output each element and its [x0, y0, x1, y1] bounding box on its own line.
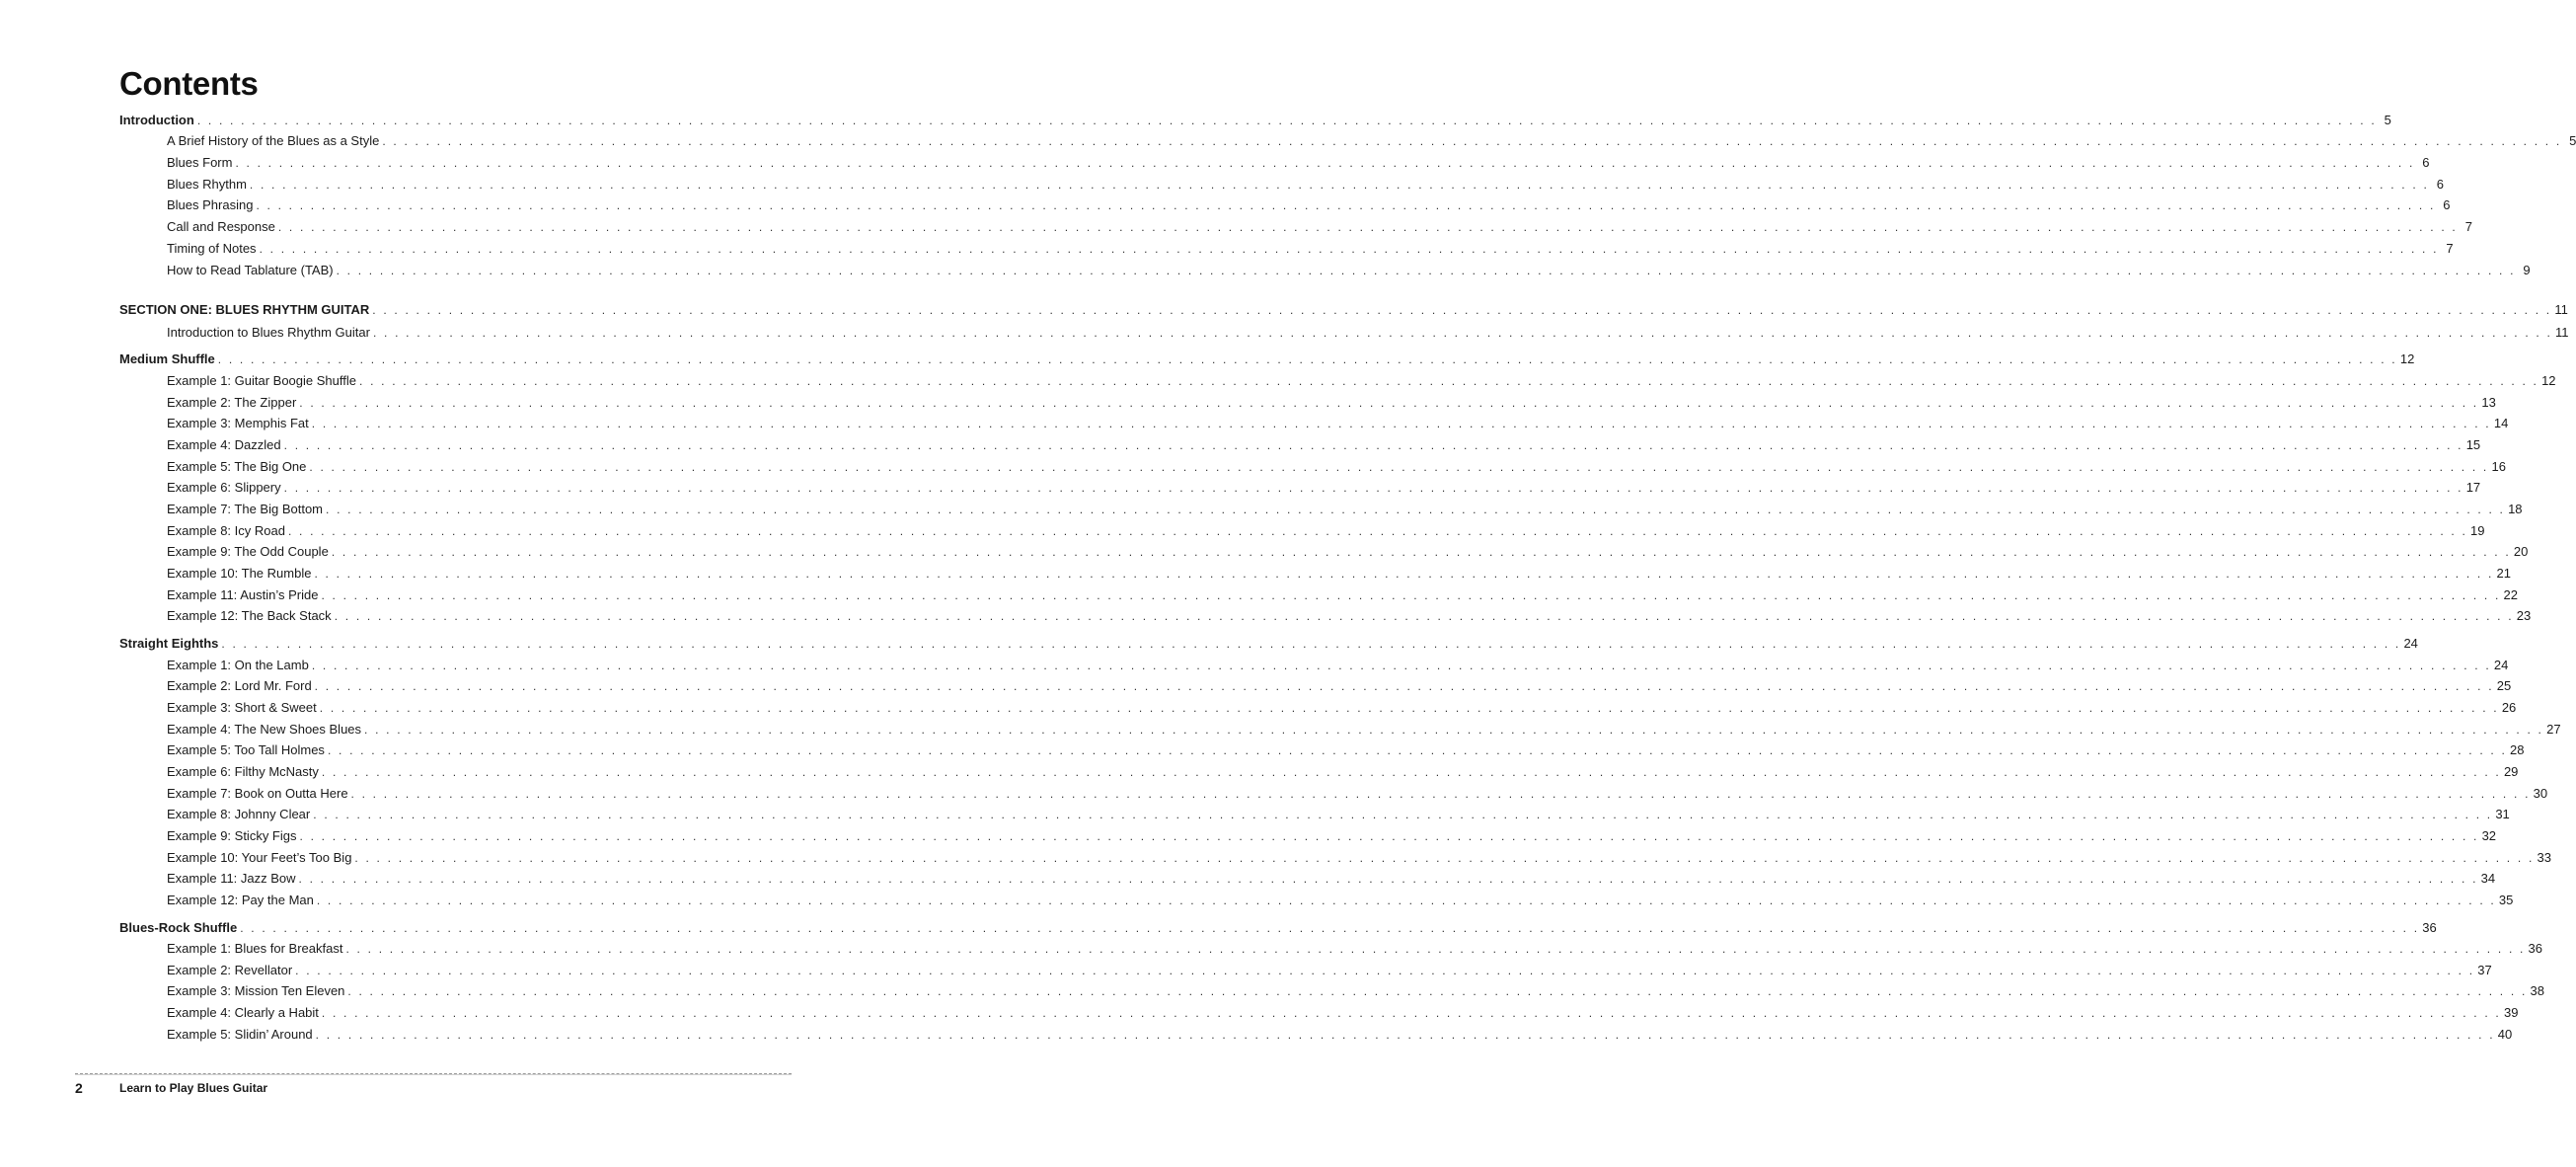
- toc-entry-title: Blues Form: [167, 155, 233, 170]
- toc-leader-dots: . . . . . . . . . . . . . . . . . . . . . . . . . . . . . . . . . . . . . . . . . . . . . . . . . . . . . . . . . . . . . . . . . . . . . . . . . . . . . . . . . . . . . . . . . . . . . . . . . . . . . . . . . . . . . . . . . . . . . . . . . . . . . . . . . . . . . . . . . . . . . . . . . . . . . . . . . . . . . . . . . . . . . . . . . . . . . . . . . . . . . . . . . . . . . . . . . . . . . . . .: [364, 723, 2544, 737]
- toc-page-number: 26: [2501, 700, 2517, 715]
- toc-entry-row: [167, 458, 2506, 476]
- toc-leader-dots: . . . . . . . . . . . . . . . . . . . . . . . . . . . . . . . . . . . . . . . . . . . . . . . . . . . . . . . . . . . . . . . . . . . . . . . . . . . . . . . . . . . . . . . . . . . . . . . . . . . . . . . . . . . . . . . . . . . . . . . . . . . . . . . . . . . . . . . . . . . . . . . . . . . . . . . . . . . . . . . . . . . . . . . . . . . . . . . . . . . . . . . . . . . . . . . . . . . . . . . .: [314, 567, 2494, 581]
- toc-leader-dots: . . . . . . . . . . . . . . . . . . . . . . . . . . . . . . . . . . . . . . . . . . . . . . . . . . . . . . . . . . . . . . . . . . . . . . . . . . . . . . . . . . . . . . . . . . . . . . . . . . . . . . . . . . . . . . . . . . . . . . . . . . . . . . . . . . . . . . . . . . . . . . . . . . . . . . . . . . . . . . . . . . . . . . . . . . . . . . . . . . . . . . . . . . . . . . . . . . . . . . . .: [314, 679, 2494, 693]
- toc-entry-row: [167, 741, 2525, 759]
- toc-page-number: 31: [2495, 807, 2510, 821]
- toc-entry-title: Example 10: Your Feet’s Too Big: [167, 850, 352, 865]
- toc-leader-dots: . . . . . . . . . . . . . . . . . . . . . . . . . . . . . . . . . . . . . . . . . . . . . . . . . . . . . . . . . . . . . . . . . . . . . . . . . . . . . . . . . . . . . . . . . . . . . . . . . . . . . . . . . . . . . . . . . . . . . . . . . . . . . . . . . . . . . . . . . . . . . . . . . . . . . . . . . . . . . . . . . . . . . . . . . . . . . . . . . . . . . . . . . . . . . . . . . . . . . . . .: [316, 894, 2496, 907]
- toc-page-number: 38: [2530, 983, 2544, 998]
- toc-leader-dots: . . . . . . . . . . . . . . . . . . . . . . . . . . . . . . . . . . . . . . . . . . . . . . . . . . . . . . . . . . . . . . . . . . . . . . . . . . . . . . . . . . . . . . . . . . . . . . . . . . . . . . . . . . . . . . . . . . . . . . . . . . . . . . . . . . . . . . . . . . . . . . . . . . . . . . . . . . . . . . . . . . . . . . . . . . . . . . . . . . . . . . . . . . . . . . . . . . . . . . . .: [372, 303, 2552, 317]
- toc-entry-title: Example 3: Memphis Fat: [167, 416, 309, 430]
- toc-page-number: 18: [2508, 502, 2523, 516]
- toc-entry-title: Blues Phrasing: [167, 197, 254, 212]
- toc-leader-dots: . . . . . . . . . . . . . . . . . . . . . . . . . . . . . . . . . . . . . . . . . . . . . . . . . . . . . . . . . . . . . . . . . . . . . . . . . . . . . . . . . . . . . . . . . . . . . . . . . . . . . . . . . . . . . . . . . . . . . . . . . . . . . . . . . . . . . . . . . . . . . . . . . . . . . . . . . . . . . . . . . . . . . . . . . . . . . . . . . . . . . . . . . . . . . . . . . . . . . . . .: [311, 659, 2491, 672]
- toc-entry-row: [167, 543, 2529, 561]
- toc-entry-row: [167, 501, 2523, 518]
- toc-page-number: 24: [2493, 658, 2509, 672]
- toc-leader-dots: . . . . . . . . . . . . . . . . . . . . . . . . . . . . . . . . . . . . . . . . . . . . . . . . . . . . . . . . . . . . . . . . . . . . . . . . . . . . . . . . . . . . . . . . . . . . . . . . . . . . . . . . . . . . . . . . . . . . . . . . . . . . . . . . . . . . . . . . . . . . . . . . . . . . . . . . . . . . . . . . . . . . . . . . . . . . . . . . . . . . . . . . . . . . . . . . . . . . . . . .: [336, 264, 2516, 277]
- toc-page-number: 7: [2464, 219, 2472, 234]
- toc-page-number: 11: [2555, 325, 2569, 340]
- toc-entry-title: Example 8: Icy Road: [167, 523, 285, 538]
- toc-leader-dots: . . . . . . . . . . . . . . . . . . . . . . . . . . . . . . . . . . . . . . . . . . . . . . . . . . . . . . . . . . . . . . . . . . . . . . . . . . . . . . . . . . . . . . . . . . . . . . . . . . . . . . . . . . . . . . . . . . . . . . . . . . . . . . . . . . . . . . . . . . . . . . . . . . . . . . . . . . . . . . . . . . . . . . . . . . . . . . . . . . . . . . . . . . . . . . . . . . . . . . . .: [196, 114, 2377, 127]
- toc-entry-title: Example 7: Book on Outta Here: [167, 786, 348, 801]
- toc-entry-row: [167, 218, 2472, 236]
- toc-entry-title: Example 4: The New Shoes Blues: [167, 722, 362, 737]
- toc-page-number: 25: [2496, 678, 2512, 693]
- toc-page-number: 35: [2498, 893, 2514, 907]
- toc-page-number: 22: [2503, 587, 2518, 602]
- toc-page-number: 6: [2436, 177, 2444, 192]
- toc-entry-title: Example 3: Short & Sweet: [167, 700, 317, 715]
- toc-leader-dots: . . . . . . . . . . . . . . . . . . . . . . . . . . . . . . . . . . . . . . . . . . . . . . . . . . . . . . . . . . . . . . . . . . . . . . . . . . . . . . . . . . . . . . . . . . . . . . . . . . . . . . . . . . . . . . . . . . . . . . . . . . . . . . . . . . . . . . . . . . . . . . . . . . . . . . . . . . . . . . . . . . . . . . . . . . . . . . . . . . . . . . . . . . . . . . . . . . . . . . . .: [240, 921, 2420, 935]
- toc-page-number: 16: [2491, 459, 2506, 474]
- toc-entry-row: [167, 763, 2519, 781]
- toc-leader-dots: . . . . . . . . . . . . . . . . . . . . . . . . . . . . . . . . . . . . . . . . . . . . . . . . . . . . . . . . . . . . . . . . . . . . . . . . . . . . . . . . . . . . . . . . . . . . . . . . . . . . . . . . . . . . . . . . . . . . . . . . . . . . . . . . . . . . . . . . . . . . . . . . . . . . . . . . . . . . . . . . . . . . . . . . . . . . . . . . . . . . . . . . . . . . . . . . . . . . . . . .: [319, 701, 2499, 715]
- toc-leader-dots: . . . . . . . . . . . . . . . . . . . . . . . . . . . . . . . . . . . . . . . . . . . . . . . . . . . . . . . . . . . . . . . . . . . . . . . . . . . . . . . . . . . . . . . . . . . . . . . . . . . . . . . . . . . . . . . . . . . . . . . . . . . . . . . . . . . . . . . . . . . . . . . . . . . . . . . . . . . . . . . . . . . . . . . . . . . . . . . . . . . . . . . . . . . . . . . . . . . . . . . .: [256, 198, 2436, 212]
- toc-section-title: Blues-Rock Shuffle: [119, 920, 238, 935]
- toc-entry-title: Example 2: Revellator: [167, 963, 293, 977]
- toc-entry-row: [167, 565, 2511, 583]
- toc-page-number: 37: [2477, 963, 2492, 977]
- toc-entry-title: Example 5: Slidin’ Around: [167, 1027, 313, 1042]
- toc-leader-dots: . . . . . . . . . . . . . . . . . . . . . . . . . . . . . . . . . . . . . . . . . . . . . . . . . . . . . . . . . . . . . . . . . . . . . . . . . . . . . . . . . . . . . . . . . . . . . . . . . . . . . . . . . . . . . . . . . . . . . . . . . . . . . . . . . . . . . . . . . . . . . . . . . . . . . . . . . . . . . . . . . . . . . . . . . . . . . . . . . . . . . . . . . . . . . . . . . . . . . . . .: [283, 438, 2463, 452]
- toc-page-number: 23: [2516, 608, 2532, 623]
- toc-entry-title: Example 4: Clearly a Habit: [167, 1005, 319, 1020]
- toc-page-number: 14: [2493, 416, 2509, 430]
- toc-section-title: Straight Eighths: [119, 636, 219, 651]
- toc-entry-title: A Brief History of the Blues as a Style: [167, 133, 380, 148]
- toc-page-number: 15: [2465, 437, 2481, 452]
- toc-entry-row: [167, 849, 2551, 867]
- toc-leader-dots: . . . . . . . . . . . . . . . . . . . . . . . . . . . . . . . . . . . . . . . . . . . . . . . . . . . . . . . . . . . . . . . . . . . . . . . . . . . . . . . . . . . . . . . . . . . . . . . . . . . . . . . . . . . . . . . . . . . . . . . . . . . . . . . . . . . . . . . . . . . . . . . . . . . . . . . . . . . . . . . . . . . . . . . . . . . . . . . . . . . . . . . . . . . . . . . . . . . . . . . .: [334, 609, 2514, 623]
- toc-section-title: SECTION ONE: BLUES RHYTHM GUITAR: [119, 302, 370, 317]
- toc-entry-row: [167, 806, 2510, 823]
- toc-entry-title: Example 1: On the Lamb: [167, 658, 309, 672]
- toc-entry-title: Example 12: The Back Stack: [167, 608, 332, 623]
- toc-page-number: 13: [2481, 395, 2496, 410]
- toc-entry-title: Example 11: Austin’s Pride: [167, 587, 319, 602]
- toc-entry-row: [167, 479, 2481, 497]
- toc-leader-dots: . . . . . . . . . . . . . . . . . . . . . . . . . . . . . . . . . . . . . . . . . . . . . . . . . . . . . . . . . . . . . . . . . . . . . . . . . . . . . . . . . . . . . . . . . . . . . . . . . . . . . . . . . . . . . . . . . . . . . . . . . . . . . . . . . . . . . . . . . . . . . . . . . . . . . . . . . . . . . . . . . . . . . . . . . . . . . . . . . . . . . . . . . . . . . . . . . . . . . . . .: [313, 808, 2493, 821]
- toc-leader-dots: . . . . . . . . . . . . . . . . . . . . . . . . . . . . . . . . . . . . . . . . . . . . . . . . . . . . . . . . . . . . . . . . . . . . . . . . . . . . . . . . . . . . . . . . . . . . . . . . . . . . . . . . . . . . . . . . . . . . . . . . . . . . . . . . . . . . . . . . . . . . . . . . . . . . . . . . . . . . . . . . . . . . . . . . . . . . . . . . . . . . . . . . . . . . . . . . . . . . . . . .: [298, 872, 2478, 886]
- toc-entry-title: Example 9: Sticky Figs: [167, 828, 297, 843]
- toc-section-title: Medium Shuffle: [119, 351, 215, 366]
- toc-page-number: 19: [2470, 523, 2485, 538]
- toc-entry-row: [167, 785, 2548, 803]
- toc-page-number: 7: [2446, 241, 2454, 256]
- toc-section-title: Introduction: [119, 113, 194, 127]
- toc-page-number: 36: [2528, 941, 2543, 956]
- toc-page-number: 30: [2533, 786, 2548, 801]
- toc-page-number: 21: [2496, 566, 2511, 581]
- toc-page-number: 17: [2465, 480, 2481, 495]
- toc-page-number: 12: [2399, 351, 2415, 366]
- toc-entry-row: [167, 240, 2454, 258]
- toc-entry-title: Example 3: Mission Ten Eleven: [167, 983, 345, 998]
- toc-entry-title: Example 7: The Big Bottom: [167, 502, 324, 516]
- toc-entry-row: [167, 657, 2509, 674]
- toc-leader-dots: . . . . . . . . . . . . . . . . . . . . . . . . . . . . . . . . . . . . . . . . . . . . . . . . . . . . . . . . . . . . . . . . . . . . . . . . . . . . . . . . . . . . . . . . . . . . . . . . . . . . . . . . . . . . . . . . . . . . . . . . . . . . . . . . . . . . . . . . . . . . . . . . . . . . . . . . . . . . . . . . . . . . . . . . . . . . . . . . . . . . . . . . . . . . . . . . . . . . . . . .: [347, 984, 2528, 998]
- toc-entry-title: Example 5: Too Tall Holmes: [167, 742, 325, 757]
- toc-page-number: 27: [2546, 722, 2561, 737]
- toc-entry-title: Example 6: Filthy McNasty: [167, 764, 319, 779]
- toc-section-row: [119, 301, 2568, 319]
- toc-entry-row: [167, 324, 2569, 342]
- page-number: 2: [75, 1080, 83, 1096]
- toc-entry-title: Example 12: Pay the Man: [167, 893, 314, 907]
- toc-entry-title: Example 9: The Odd Couple: [167, 544, 329, 559]
- toc-entry-row: [167, 677, 2512, 695]
- toc-entry-row: [167, 196, 2451, 214]
- toc-section-row: [119, 919, 2437, 937]
- toc-entry-row: [167, 372, 2556, 390]
- toc-leader-dots: . . . . . . . . . . . . . . . . . . . . . . . . . . . . . . . . . . . . . . . . . . . . . . . . . . . . . . . . . . . . . . . . . . . . . . . . . . . . . . . . . . . . . . . . . . . . . . . . . . . . . . . . . . . . . . . . . . . . . . . . . . . . . . . . . . . . . . . . . . . . . . . . . . . . . . . . . . . . . . . . . . . . . . . . . . . . . . . . . . . . . . . . . . . . . . . . . . . . . . . .: [311, 417, 2491, 430]
- toc-entry-row: [167, 415, 2509, 432]
- toc-entry-row: [167, 262, 2531, 279]
- toc-entry-row: [167, 607, 2532, 625]
- toc-entry-row: [167, 1026, 2513, 1044]
- toc-entry-title: Example 2: Lord Mr. Ford: [167, 678, 312, 693]
- toc-leader-dots: . . . . . . . . . . . . . . . . . . . . . . . . . . . . . . . . . . . . . . . . . . . . . . . . . . . . . . . . . . . . . . . . . . . . . . . . . . . . . . . . . . . . . . . . . . . . . . . . . . . . . . . . . . . . . . . . . . . . . . . . . . . . . . . . . . . . . . . . . . . . . . . . . . . . . . . . . . . . . . . . . . . . . . . . . . . . . . . . . . . . . . . . . . . . . . . . . . . . . . . .: [283, 481, 2463, 495]
- toc-entry-title: Example 4: Dazzled: [167, 437, 281, 452]
- toc-entry-row: [167, 154, 2430, 172]
- toc-page-number: 11: [2554, 302, 2568, 317]
- toc-entry-row: [167, 132, 2576, 150]
- toc-page-number: 24: [2403, 636, 2418, 651]
- toc-leader-dots: . . . . . . . . . . . . . . . . . . . . . . . . . . . . . . . . . . . . . . . . . . . . . . . . . . . . . . . . . . . . . . . . . . . . . . . . . . . . . . . . . . . . . . . . . . . . . . . . . . . . . . . . . . . . . . . . . . . . . . . . . . . . . . . . . . . . . . . . . . . . . . . . . . . . . . . . . . . . . . . . . . . . . . . . . . . . . . . . . . . . . . . . . . . . . . . . . . . . . . . .: [331, 545, 2511, 559]
- toc-entry-title: Blues Rhythm: [167, 177, 247, 192]
- toc-entry-row: [167, 870, 2496, 888]
- toc-page-number: 20: [2513, 544, 2529, 559]
- toc-leader-dots: . . . . . . . . . . . . . . . . . . . . . . . . . . . . . . . . . . . . . . . . . . . . . . . . . . . . . . . . . . . . . . . . . . . . . . . . . . . . . . . . . . . . . . . . . . . . . . . . . . . . . . . . . . . . . . . . . . . . . . . . . . . . . . . . . . . . . . . . . . . . . . . . . . . . . . . . . . . . . . . . . . . . . . . . . . . . . . . . . . . . . . . . . . . . . . . . . . . . . . . .: [309, 460, 2489, 474]
- toc-entry-title: Example 8: Johnny Clear: [167, 807, 311, 821]
- toc-leader-dots: . . . . . . . . . . . . . . . . . . . . . . . . . . . . . . . . . . . . . . . . . . . . . . . . . . . . . . . . . . . . . . . . . . . . . . . . . . . . . . . . . . . . . . . . . . . . . . . . . . . . . . . . . . . . . . . . . . . . . . . . . . . . . . . . . . . . . . . . . . . . . . . . . . . . . . . . . . . . . . . . . . . . . . . . . . . . . . . . . . . . . . . . . . . . . . . . . . . . . . . .: [354, 851, 2535, 865]
- toc-leader-dots: . . . . . . . . . . . . . . . . . . . . . . . . . . . . . . . . . . . . . . . . . . . . . . . . . . . . . . . . . . . . . . . . . . . . . . . . . . . . . . . . . . . . . . . . . . . . . . . . . . . . . . . . . . . . . . . . . . . . . . . . . . . . . . . . . . . . . . . . . . . . . . . . . . . . . . . . . . . . . . . . . . . . . . . . . . . . . . . . . . . . . . . . . . . . . . . . . . . . . . . .: [221, 637, 2401, 651]
- toc-leader-dots: . . . . . . . . . . . . . . . . . . . . . . . . . . . . . . . . . . . . . . . . . . . . . . . . . . . . . . . . . . . . . . . . . . . . . . . . . . . . . . . . . . . . . . . . . . . . . . . . . . . . . . . . . . . . . . . . . . . . . . . . . . . . . . . . . . . . . . . . . . . . . . . . . . . . . . . . . . . . . . . . . . . . . . . . . . . . . . . . . . . . . . . . . . . . . . . . . . . . . . . .: [327, 743, 2507, 757]
- toc-page-number: 33: [2537, 850, 2551, 865]
- toc-entry-row: [167, 586, 2518, 604]
- toc-leader-dots: . . . . . . . . . . . . . . . . . . . . . . . . . . . . . . . . . . . . . . . . . . . . . . . . . . . . . . . . . . . . . . . . . . . . . . . . . . . . . . . . . . . . . . . . . . . . . . . . . . . . . . . . . . . . . . . . . . . . . . . . . . . . . . . . . . . . . . . . . . . . . . . . . . . . . . . . . . . . . . . . . . . . . . . . . . . . . . . . . . . . . . . . . . . . . . . . . . . . . . . .: [321, 588, 2501, 602]
- toc-section-row: [119, 635, 2418, 653]
- toc-entry-row: [167, 827, 2497, 845]
- toc-leader-dots: . . . . . . . . . . . . . . . . . . . . . . . . . . . . . . . . . . . . . . . . . . . . . . . . . . . . . . . . . . . . . . . . . . . . . . . . . . . . . . . . . . . . . . . . . . . . . . . . . . . . . . . . . . . . . . . . . . . . . . . . . . . . . . . . . . . . . . . . . . . . . . . . . . . . . . . . . . . . . . . . . . . . . . . . . . . . . . . . . . . . . . . . . . . . . . . . . . . . . . . .: [315, 1028, 2495, 1042]
- toc-page-number: 28: [2510, 742, 2525, 757]
- toc-leader-dots: . . . . . . . . . . . . . . . . . . . . . . . . . . . . . . . . . . . . . . . . . . . . . . . . . . . . . . . . . . . . . . . . . . . . . . . . . . . . . . . . . . . . . . . . . . . . . . . . . . . . . . . . . . . . . . . . . . . . . . . . . . . . . . . . . . . . . . . . . . . . . . . . . . . . . . . . . . . . . . . . . . . . . . . . . . . . . . . . . . . . . . . . . . . . . . . . . . . . . . . .: [382, 134, 2562, 148]
- toc-page-number: 6: [2443, 197, 2451, 212]
- toc-page-number: 5: [2569, 133, 2576, 148]
- toc-page-number: 5: [2384, 113, 2391, 127]
- toc-entry-row: [167, 176, 2444, 194]
- toc-entry-row: [167, 1004, 2519, 1022]
- toc-leader-dots: . . . . . . . . . . . . . . . . . . . . . . . . . . . . . . . . . . . . . . . . . . . . . . . . . . . . . . . . . . . . . . . . . . . . . . . . . . . . . . . . . . . . . . . . . . . . . . . . . . . . . . . . . . . . . . . . . . . . . . . . . . . . . . . . . . . . . . . . . . . . . . . . . . . . . . . . . . . . . . . . . . . . . . . . . . . . . . . . . . . . . . . . . . . . . . . . . . . . . . . .: [287, 524, 2468, 538]
- toc-entry-title: How to Read Tablature (TAB): [167, 263, 334, 277]
- toc-entry-title: Example 6: Slippery: [167, 480, 281, 495]
- toc-entry-title: Example 1: Guitar Boogie Shuffle: [167, 373, 356, 388]
- page-title: Contents: [119, 65, 259, 102]
- toc-entry-title: Introduction to Blues Rhythm Guitar: [167, 325, 370, 340]
- toc-page-number: 32: [2481, 828, 2497, 843]
- toc-entry-row: [167, 982, 2544, 1000]
- toc-leader-dots: . . . . . . . . . . . . . . . . . . . . . . . . . . . . . . . . . . . . . . . . . . . . . . . . . . . . . . . . . . . . . . . . . . . . . . . . . . . . . . . . . . . . . . . . . . . . . . . . . . . . . . . . . . . . . . . . . . . . . . . . . . . . . . . . . . . . . . . . . . . . . . . . . . . . . . . . . . . . . . . . . . . . . . . . . . . . . . . . . . . . . . . . . . . . . . . . . . . . . . . .: [277, 220, 2458, 234]
- book-title: Learn to Play Blues Guitar: [119, 1081, 268, 1095]
- toc-leader-dots: . . . . . . . . . . . . . . . . . . . . . . . . . . . . . . . . . . . . . . . . . . . . . . . . . . . . . . . . . . . . . . . . . . . . . . . . . . . . . . . . . . . . . . . . . . . . . . . . . . . . . . . . . . . . . . . . . . . . . . . . . . . . . . . . . . . . . . . . . . . . . . . . . . . . . . . . . . . . . . . . . . . . . . . . . . . . . . . . . . . . . . . . . . . . . . . . . . . . . . . .: [249, 178, 2429, 192]
- footer-divider-shadow: [75, 1074, 792, 1075]
- toc-page-number: 40: [2497, 1027, 2513, 1042]
- toc-leader-dots: . . . . . . . . . . . . . . . . . . . . . . . . . . . . . . . . . . . . . . . . . . . . . . . . . . . . . . . . . . . . . . . . . . . . . . . . . . . . . . . . . . . . . . . . . . . . . . . . . . . . . . . . . . . . . . . . . . . . . . . . . . . . . . . . . . . . . . . . . . . . . . . . . . . . . . . . . . . . . . . . . . . . . . . . . . . . . . . . . . . . . . . . . . . . . . . . . . . . . . . .: [350, 787, 2531, 801]
- toc-page-number: 36: [2422, 920, 2437, 935]
- toc-section-row: [119, 350, 2415, 368]
- toc-entry-row: [167, 522, 2485, 540]
- toc-page-number: 29: [2503, 764, 2519, 779]
- toc-leader-dots: . . . . . . . . . . . . . . . . . . . . . . . . . . . . . . . . . . . . . . . . . . . . . . . . . . . . . . . . . . . . . . . . . . . . . . . . . . . . . . . . . . . . . . . . . . . . . . . . . . . . . . . . . . . . . . . . . . . . . . . . . . . . . . . . . . . . . . . . . . . . . . . . . . . . . . . . . . . . . . . . . . . . . . . . . . . . . . . . . . . . . . . . . . . . . . . . . . . . . . . .: [299, 829, 2479, 843]
- toc-entry-row: [167, 436, 2481, 454]
- toc-page-number: 12: [2541, 373, 2556, 388]
- toc-entry-title: Example 5: The Big One: [167, 459, 307, 474]
- toc-entry-title: Example 10: The Rumble: [167, 566, 312, 581]
- toc-entry-title: Call and Response: [167, 219, 275, 234]
- footer-divider: [75, 1073, 792, 1074]
- toc-page-number: 34: [2480, 871, 2496, 886]
- toc-entry-row: [167, 394, 2496, 412]
- toc-entry-row: [167, 940, 2543, 958]
- toc-entry-title: Timing of Notes: [167, 241, 257, 256]
- toc-leader-dots: . . . . . . . . . . . . . . . . . . . . . . . . . . . . . . . . . . . . . . . . . . . . . . . . . . . . . . . . . . . . . . . . . . . . . . . . . . . . . . . . . . . . . . . . . . . . . . . . . . . . . . . . . . . . . . . . . . . . . . . . . . . . . . . . . . . . . . . . . . . . . . . . . . . . . . . . . . . . . . . . . . . . . . . . . . . . . . . . . . . . . . . . . . . . . . . . . . . . . . . .: [321, 765, 2501, 779]
- toc-page-number: 39: [2503, 1005, 2519, 1020]
- toc-leader-dots: . . . . . . . . . . . . . . . . . . . . . . . . . . . . . . . . . . . . . . . . . . . . . . . . . . . . . . . . . . . . . . . . . . . . . . . . . . . . . . . . . . . . . . . . . . . . . . . . . . . . . . . . . . . . . . . . . . . . . . . . . . . . . . . . . . . . . . . . . . . . . . . . . . . . . . . . . . . . . . . . . . . . . . . . . . . . . . . . . . . . . . . . . . . . . . . . . . . . . . . .: [345, 942, 2526, 956]
- toc-leader-dots: . . . . . . . . . . . . . . . . . . . . . . . . . . . . . . . . . . . . . . . . . . . . . . . . . . . . . . . . . . . . . . . . . . . . . . . . . . . . . . . . . . . . . . . . . . . . . . . . . . . . . . . . . . . . . . . . . . . . . . . . . . . . . . . . . . . . . . . . . . . . . . . . . . . . . . . . . . . . . . . . . . . . . . . . . . . . . . . . . . . . . . . . . . . . . . . . . . . . . . . .: [372, 326, 2552, 340]
- toc-entry-title: Example 1: Blues for Breakfast: [167, 941, 343, 956]
- toc-leader-dots: . . . . . . . . . . . . . . . . . . . . . . . . . . . . . . . . . . . . . . . . . . . . . . . . . . . . . . . . . . . . . . . . . . . . . . . . . . . . . . . . . . . . . . . . . . . . . . . . . . . . . . . . . . . . . . . . . . . . . . . . . . . . . . . . . . . . . . . . . . . . . . . . . . . . . . . . . . . . . . . . . . . . . . . . . . . . . . . . . . . . . . . . . . . . . . . . . . . . . . . .: [299, 396, 2479, 410]
- toc-page-number: 9: [2523, 263, 2531, 277]
- toc-entry-title: Example 2: The Zipper: [167, 395, 297, 410]
- toc-section-row: [119, 112, 2391, 129]
- toc-entry-row: [167, 721, 2561, 739]
- toc-entry-title: Example 11: Jazz Bow: [167, 871, 296, 886]
- toc-entry-row: [167, 699, 2517, 717]
- toc-entry-row: [167, 892, 2514, 909]
- toc-leader-dots: . . . . . . . . . . . . . . . . . . . . . . . . . . . . . . . . . . . . . . . . . . . . . . . . . . . . . . . . . . . . . . . . . . . . . . . . . . . . . . . . . . . . . . . . . . . . . . . . . . . . . . . . . . . . . . . . . . . . . . . . . . . . . . . . . . . . . . . . . . . . . . . . . . . . . . . . . . . . . . . . . . . . . . . . . . . . . . . . . . . . . . . . . . . . . . . . . . . . . . . .: [326, 503, 2506, 516]
- toc-leader-dots: . . . . . . . . . . . . . . . . . . . . . . . . . . . . . . . . . . . . . . . . . . . . . . . . . . . . . . . . . . . . . . . . . . . . . . . . . . . . . . . . . . . . . . . . . . . . . . . . . . . . . . . . . . . . . . . . . . . . . . . . . . . . . . . . . . . . . . . . . . . . . . . . . . . . . . . . . . . . . . . . . . . . . . . . . . . . . . . . . . . . . . . . . . . . . . . . . . . . . . . .: [235, 156, 2415, 170]
- toc-leader-dots: . . . . . . . . . . . . . . . . . . . . . . . . . . . . . . . . . . . . . . . . . . . . . . . . . . . . . . . . . . . . . . . . . . . . . . . . . . . . . . . . . . . . . . . . . . . . . . . . . . . . . . . . . . . . . . . . . . . . . . . . . . . . . . . . . . . . . . . . . . . . . . . . . . . . . . . . . . . . . . . . . . . . . . . . . . . . . . . . . . . . . . . . . . . . . . . . . . . . . . . .: [217, 352, 2397, 366]
- toc-leader-dots: . . . . . . . . . . . . . . . . . . . . . . . . . . . . . . . . . . . . . . . . . . . . . . . . . . . . . . . . . . . . . . . . . . . . . . . . . . . . . . . . . . . . . . . . . . . . . . . . . . . . . . . . . . . . . . . . . . . . . . . . . . . . . . . . . . . . . . . . . . . . . . . . . . . . . . . . . . . . . . . . . . . . . . . . . . . . . . . . . . . . . . . . . . . . . . . . . . . . . . . .: [321, 1006, 2501, 1020]
- toc-leader-dots: . . . . . . . . . . . . . . . . . . . . . . . . . . . . . . . . . . . . . . . . . . . . . . . . . . . . . . . . . . . . . . . . . . . . . . . . . . . . . . . . . . . . . . . . . . . . . . . . . . . . . . . . . . . . . . . . . . . . . . . . . . . . . . . . . . . . . . . . . . . . . . . . . . . . . . . . . . . . . . . . . . . . . . . . . . . . . . . . . . . . . . . . . . . . . . . . . . . . . . . .: [359, 374, 2539, 388]
- toc-leader-dots: . . . . . . . . . . . . . . . . . . . . . . . . . . . . . . . . . . . . . . . . . . . . . . . . . . . . . . . . . . . . . . . . . . . . . . . . . . . . . . . . . . . . . . . . . . . . . . . . . . . . . . . . . . . . . . . . . . . . . . . . . . . . . . . . . . . . . . . . . . . . . . . . . . . . . . . . . . . . . . . . . . . . . . . . . . . . . . . . . . . . . . . . . . . . . . . . . . . . . . . .: [295, 964, 2475, 977]
- toc-leader-dots: . . . . . . . . . . . . . . . . . . . . . . . . . . . . . . . . . . . . . . . . . . . . . . . . . . . . . . . . . . . . . . . . . . . . . . . . . . . . . . . . . . . . . . . . . . . . . . . . . . . . . . . . . . . . . . . . . . . . . . . . . . . . . . . . . . . . . . . . . . . . . . . . . . . . . . . . . . . . . . . . . . . . . . . . . . . . . . . . . . . . . . . . . . . . . . . . . . . . . . . .: [259, 242, 2439, 256]
- toc-page-number: 6: [2422, 155, 2430, 170]
- toc-entry-row: [167, 962, 2492, 979]
